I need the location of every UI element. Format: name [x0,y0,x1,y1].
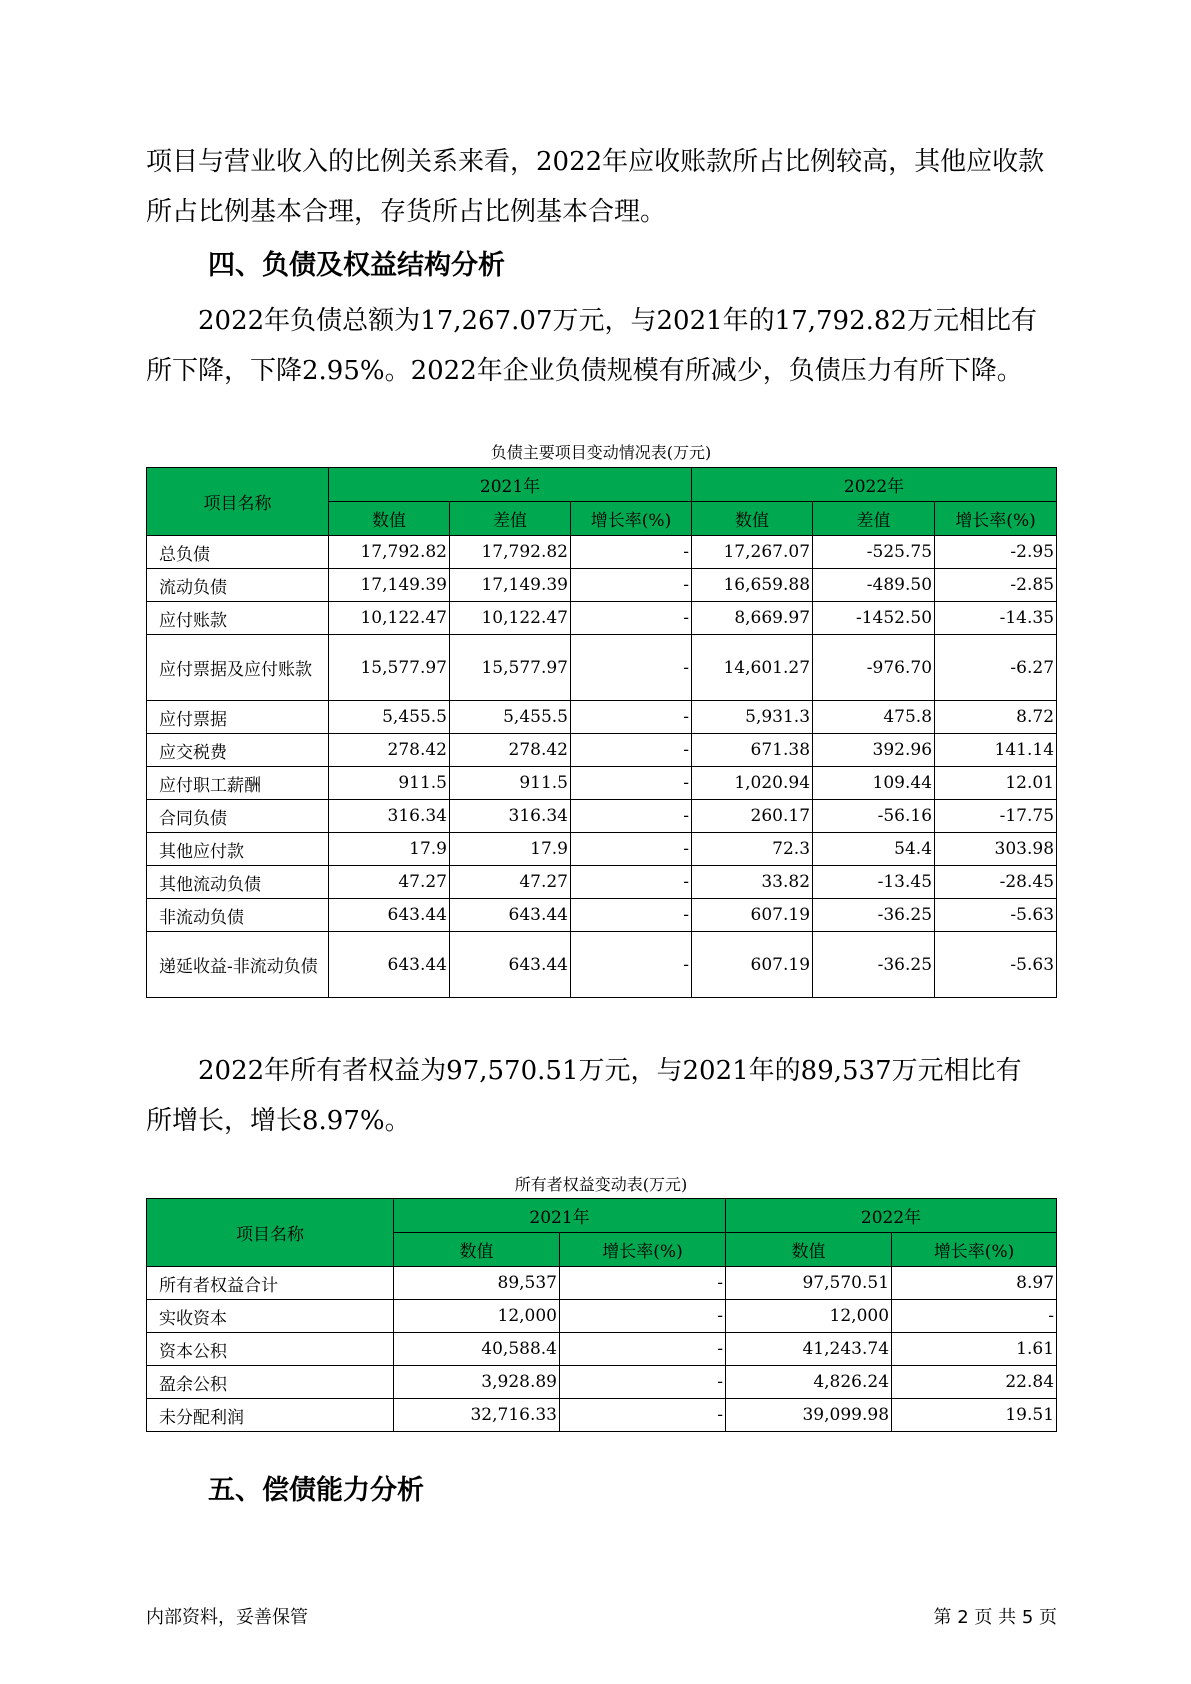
table-row [147,767,1057,800]
table-cell: 89,537 [394,1267,560,1300]
table-cell: -5.63 [935,932,1057,998]
subheader-diff: 差值 [813,502,935,536]
table-cell: 303.98 [935,833,1057,866]
intro-paragraph: 项目与营业收入的比例关系来看，2022年应收账款所占比例较高，其他应收款所占比例基本合理，存货所占比例基本合理。 [146,147,1045,227]
table-cell: -28.45 [935,866,1057,899]
row-label: 流动负债 [147,569,329,602]
table-cell: 16,659.88 [692,569,813,602]
table-cell: -1452.50 [813,602,935,635]
table-cell: -13.45 [813,866,935,899]
table-cell: 316.34 [329,800,450,833]
subheader-diff: 差值 [450,502,571,536]
table-cell: 17,149.39 [450,569,571,602]
table-cell: -36.25 [813,932,935,998]
table-row [147,1366,1057,1399]
row-label: 应交税费 [147,734,329,767]
table-cell: 32,716.33 [394,1399,560,1432]
equity-table [146,1198,1057,1432]
table-cell: 911.5 [450,767,571,800]
table-cell: -36.25 [813,899,935,932]
table-row [147,866,1057,899]
table-cell: 97,570.51 [726,1267,892,1300]
row-label: 其他流动负债 [147,866,329,899]
table-cell: 47.27 [450,866,571,899]
table-cell: 643.44 [329,932,450,998]
table-cell: - [571,536,692,569]
table-row [147,602,1057,635]
table-cell: -525.75 [813,536,935,569]
table-cell: - [571,602,692,635]
table-cell: 141.14 [935,734,1057,767]
table-row [147,899,1057,932]
row-label: 递延收益-非流动负债 [147,932,329,998]
row-label: 应付票据 [147,701,329,734]
table-cell: 643.44 [450,932,571,998]
table-row [147,1300,1057,1333]
table-cell: 15,577.97 [329,635,450,701]
footer-page-number: 第 2 页 共 5 页 [933,1607,1057,1628]
table-cell: 643.44 [450,899,571,932]
subheader-growth: 增长率(%) [560,1233,726,1267]
row-label: 盈余公积 [147,1366,394,1399]
table-cell: 671.38 [692,734,813,767]
table-cell: 47.27 [329,866,450,899]
header-year-2022: 2022年 [692,468,1057,502]
table-cell: 5,931.3 [692,701,813,734]
table-cell: 41,243.74 [726,1333,892,1366]
table-row [147,932,1057,998]
table-cell: - [571,635,692,701]
row-label: 实收资本 [147,1300,394,1333]
table-cell: 10,122.47 [450,602,571,635]
subheader-growth: 增长率(%) [935,502,1057,536]
table-cell: -6.27 [935,635,1057,701]
table-cell: 4,826.24 [726,1366,892,1399]
table-cell: - [560,1399,726,1432]
table-row [147,536,1057,569]
table-cell: 17.9 [329,833,450,866]
table-cell: -2.85 [935,569,1057,602]
table-row [147,1333,1057,1366]
subheader-growth: 增长率(%) [571,502,692,536]
table-cell: - [571,800,692,833]
row-label: 总负债 [147,536,329,569]
table-cell: 40,588.4 [394,1333,560,1366]
liability-table [146,467,1057,998]
table-cell: 72.3 [692,833,813,866]
subheader-value: 数值 [329,502,450,536]
table-cell: 22.84 [892,1366,1057,1399]
table-row [147,800,1057,833]
table-cell: 39,099.98 [726,1399,892,1432]
table-cell: -489.50 [813,569,935,602]
table-cell: 278.42 [450,734,571,767]
table-cell: 8.72 [935,701,1057,734]
table-cell: 8,669.97 [692,602,813,635]
table-cell: - [560,1333,726,1366]
table-row [147,701,1057,734]
liability-table-caption: 负债主要项目变动情况表(万元) [490,443,712,462]
table-cell: - [560,1366,726,1399]
row-label: 应付账款 [147,602,329,635]
table-cell: - [892,1300,1057,1333]
row-label: 非流动负债 [147,899,329,932]
table-cell: - [571,899,692,932]
table-cell: -14.35 [935,602,1057,635]
section-heading-liabilities: 四、负债及权益结构分析 [208,250,505,281]
table-cell: -56.16 [813,800,935,833]
table-cell: 911.5 [329,767,450,800]
table-cell: 3,928.89 [394,1366,560,1399]
table-row [147,833,1057,866]
table-row [147,569,1057,602]
row-label: 应付职工薪酬 [147,767,329,800]
table-cell: - [571,767,692,800]
subheader-value: 数值 [394,1233,560,1267]
table-cell: 17,792.82 [329,536,450,569]
table-cell: 17,149.39 [329,569,450,602]
table-cell: -2.95 [935,536,1057,569]
header-year-2021: 2021年 [329,468,692,502]
table-cell: - [560,1300,726,1333]
table-cell: 260.17 [692,800,813,833]
table-cell: 14,601.27 [692,635,813,701]
table-cell: - [560,1267,726,1300]
table-cell: 17,792.82 [450,536,571,569]
row-label: 所有者权益合计 [147,1267,394,1300]
table-cell: 392.96 [813,734,935,767]
header-year-2022: 2022年 [726,1199,1057,1233]
row-label: 应付票据及应付账款 [147,635,329,701]
table-cell: 10,122.47 [329,602,450,635]
table-cell: - [571,833,692,866]
row-label: 其他应付款 [147,833,329,866]
table-cell: 33.82 [692,866,813,899]
table-cell: - [571,734,692,767]
table-cell: 643.44 [329,899,450,932]
table-cell: -5.63 [935,899,1057,932]
table-cell: 5,455.5 [329,701,450,734]
table-cell: 316.34 [450,800,571,833]
footer-confidential-note: 内部资料，妥善保管 [146,1607,308,1628]
table-cell: 12,000 [394,1300,560,1333]
table-cell: 607.19 [692,899,813,932]
table-cell: 475.8 [813,701,935,734]
liability-paragraph: 2022年负债总额为17,267.07万元，与2021年的17,792.82万元相比有所下降，下降2.95%。2022年企业负债规模有所减少，负债压力有所下降。 [146,306,1037,386]
equity-paragraph: 2022年所有者权益为97,570.51万元，与2021年的89,537万元相比有所增长，增长8.97%。 [146,1056,1022,1136]
table-cell: - [571,701,692,734]
subheader-value: 数值 [692,502,813,536]
header-year-2021: 2021年 [394,1199,726,1233]
header-item-name: 项目名称 [147,1199,394,1267]
equity-table-caption: 所有者权益变动表(万元) [514,1175,688,1194]
row-label: 资本公积 [147,1333,394,1366]
table-row [147,635,1057,701]
table-cell: 54.4 [813,833,935,866]
row-label: 合同负债 [147,800,329,833]
table-cell: -17.75 [935,800,1057,833]
table-cell: 607.19 [692,932,813,998]
table-cell: 5,455.5 [450,701,571,734]
table-cell: 109.44 [813,767,935,800]
row-label: 未分配利润 [147,1399,394,1432]
subheader-value: 数值 [726,1233,892,1267]
table-cell: -976.70 [813,635,935,701]
table-cell: 278.42 [329,734,450,767]
table-cell: 8.97 [892,1267,1057,1300]
table-cell: - [571,866,692,899]
table-cell: 15,577.97 [450,635,571,701]
header-item-name: 项目名称 [147,468,329,536]
table-cell: 1,020.94 [692,767,813,800]
table-row [147,1399,1057,1432]
table-cell: - [571,569,692,602]
table-row [147,1267,1057,1300]
table-cell: 12.01 [935,767,1057,800]
table-cell: 17.9 [450,833,571,866]
table-row [147,734,1057,767]
section-heading-solvency: 五、偿债能力分析 [208,1475,424,1506]
subheader-growth: 增长率(%) [892,1233,1057,1267]
table-cell: 19.51 [892,1399,1057,1432]
table-cell: 12,000 [726,1300,892,1333]
table-cell: 17,267.07 [692,536,813,569]
table-cell: - [571,932,692,998]
table-cell: 1.61 [892,1333,1057,1366]
